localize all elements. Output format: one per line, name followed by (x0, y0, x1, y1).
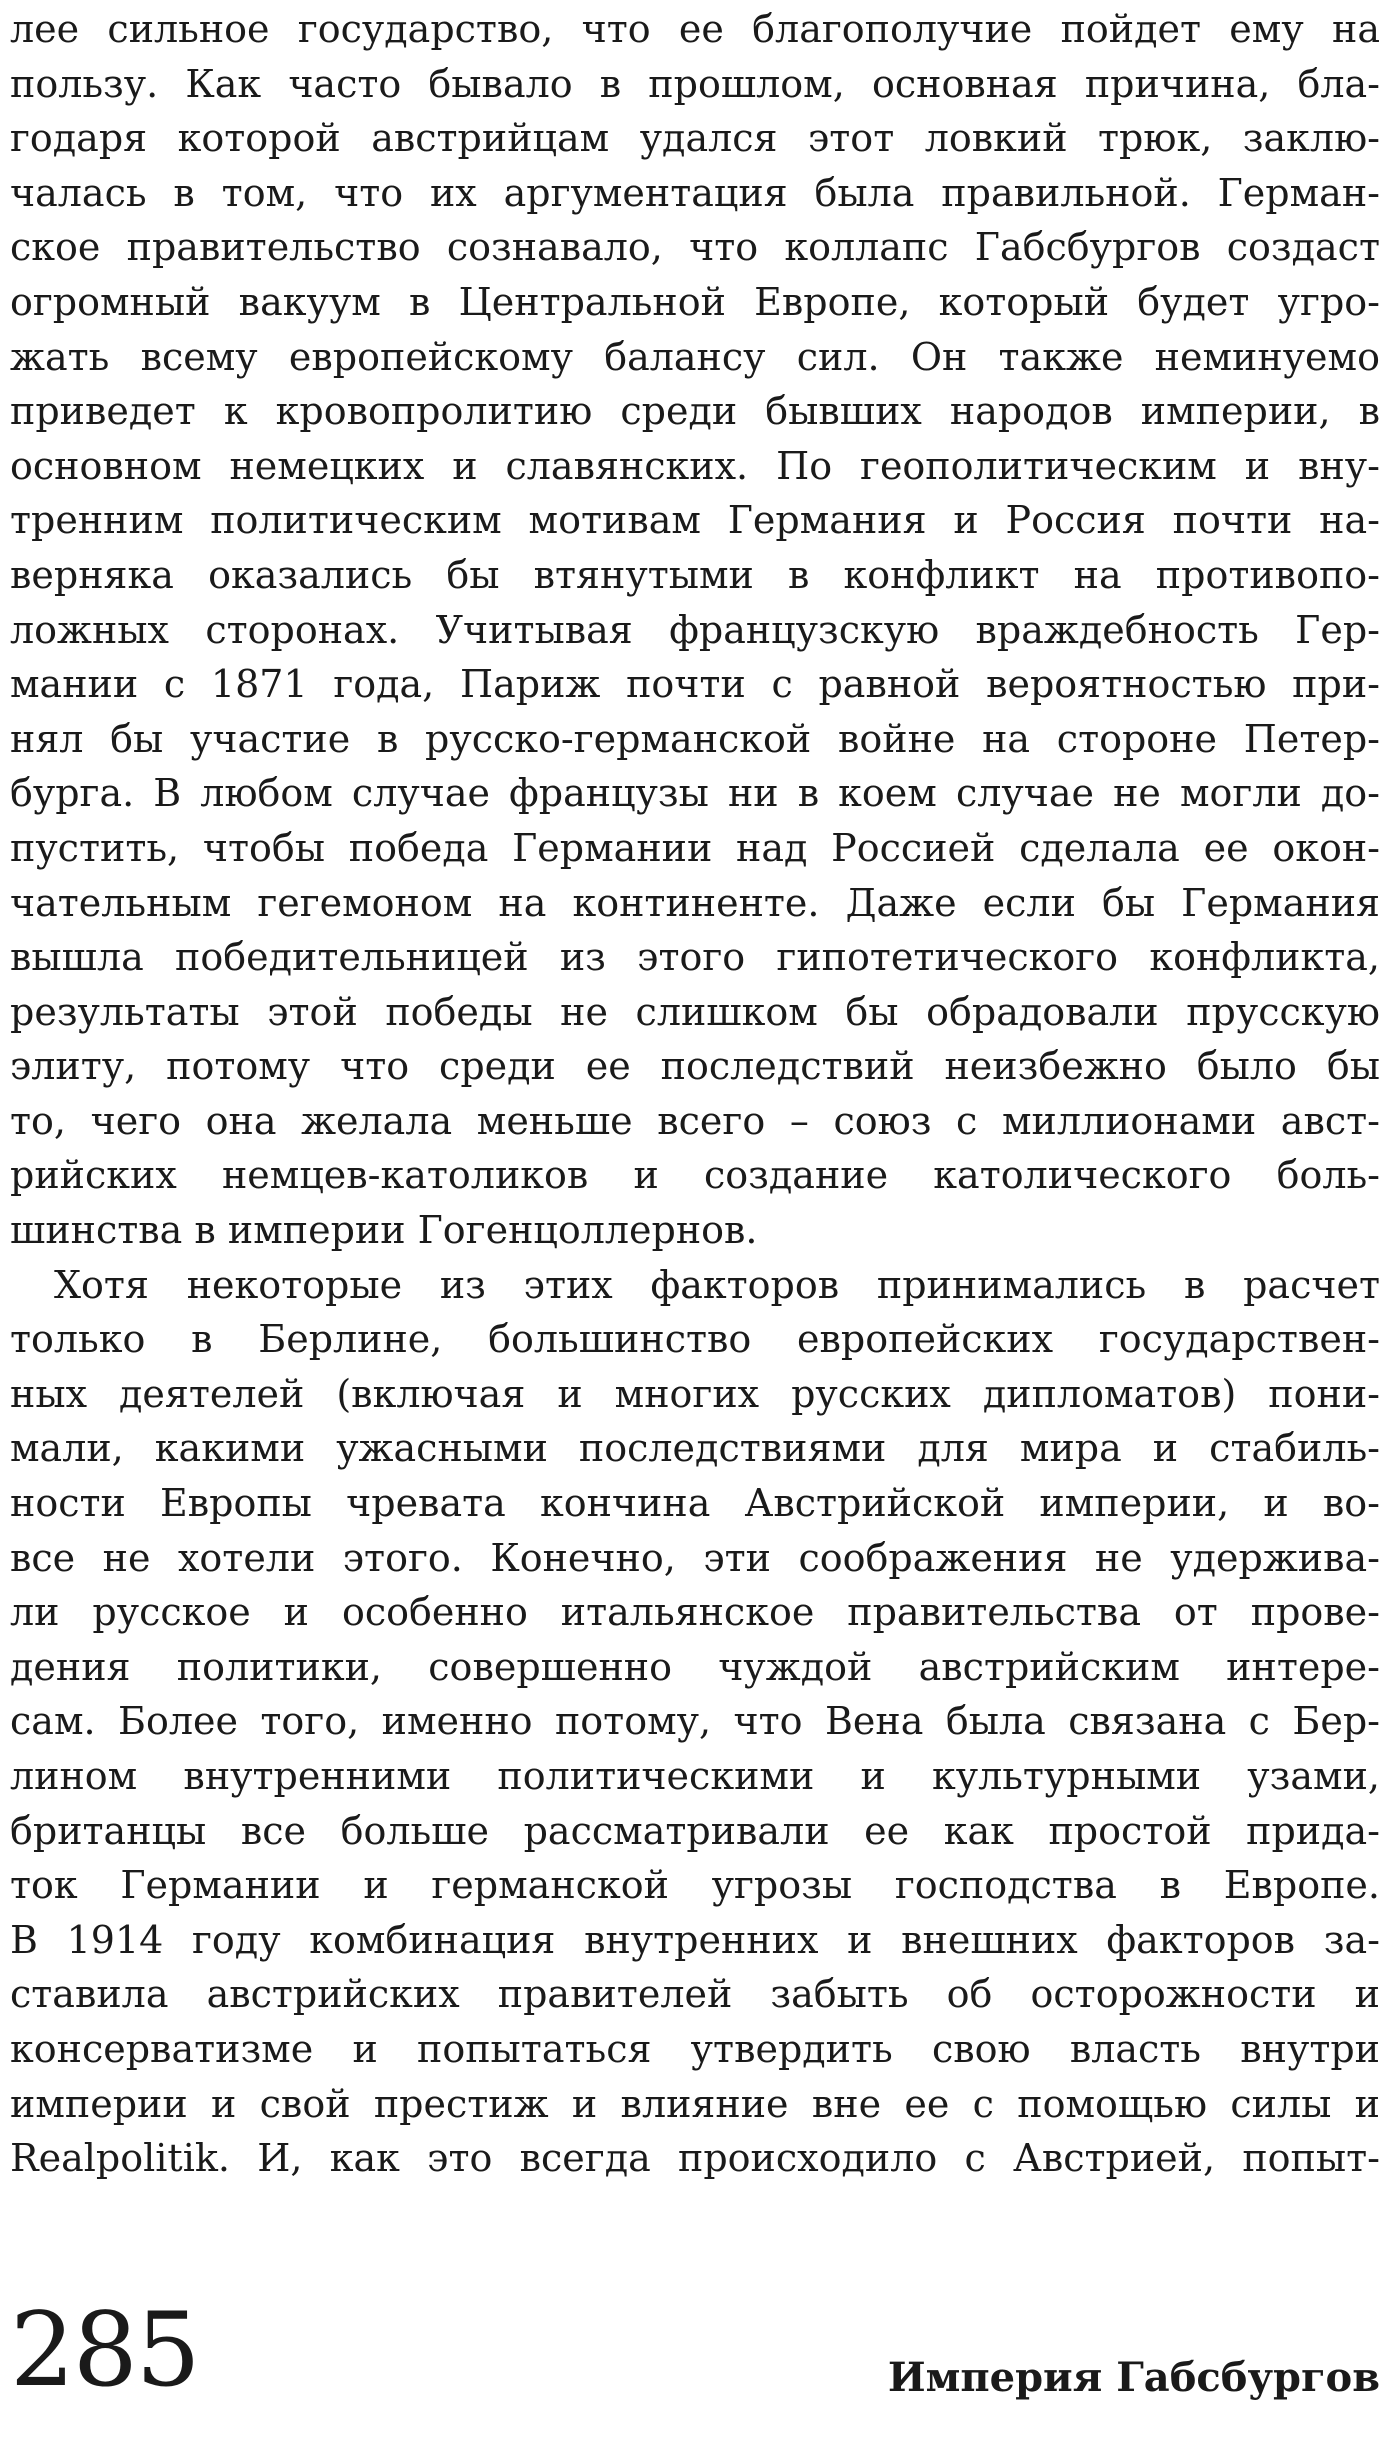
text-line: только в Берлине, большинство европейских государствен- (10, 1317, 1380, 1362)
text-line: ных деятелей (включая и многих русских дипломатов) пони- (10, 1371, 1380, 1416)
text-line: то, чего она желала меньше всего – союз с миллионами авст- (10, 1098, 1380, 1143)
text-line: результаты этой победы не слишком бы обрадовали прусскую (10, 989, 1380, 1034)
text-line: бурга. В любом случае французы ни в коем случае не могли до- (10, 771, 1380, 816)
text-line: ставила австрийских правителей забыть об осторожности и (10, 1972, 1380, 2017)
text-line: тренним политическим мотивам Германия и Россия почти на- (10, 498, 1380, 543)
text-line: нял бы участие в русско-германской войне на стороне Петер- (10, 716, 1380, 761)
paragraph-end-line: шинства в империи Гогенцоллернов. (10, 1208, 758, 1253)
page-number: 285 (10, 2291, 199, 2410)
body-text (10, 2, 1380, 2186)
text-line: пустить, чтобы победа Германии над Россией сделала ее окон- (10, 825, 1380, 870)
text-line: рийских немцев-католиков и создание католического боль- (10, 1153, 1380, 1198)
text-line: ложных сторонах. Учитывая французскую враждебность Гер- (10, 607, 1380, 652)
text-line: дения политики, совершенно чуждой австрийским интере- (10, 1644, 1380, 1689)
page-footer (10, 2282, 1380, 2410)
running-title: Империя Габсбургов (887, 2354, 1380, 2401)
text-line: жать всему европейскому балансу сил. Он также неминуемо (10, 334, 1380, 379)
text-line: основном немецких и славянских. По геополитическим и вну- (10, 443, 1380, 488)
text-line: ли русское и особенно итальянское правительства от прове- (10, 1590, 1380, 1635)
text-line: консерватизме и попытаться утвердить свою власть внутри (10, 2026, 1380, 2071)
text-line: лином внутренними политическими и культурными узами, (10, 1754, 1380, 1798)
text-line: лее сильное государство, что ее благополучие пойдет ему на (10, 7, 1380, 51)
paragraph-start-line: Хотя некоторые из этих факторов принимались в расчет (54, 1262, 1380, 1307)
text-line: В 1914 году комбинация внутренних и внешних факторов за- (10, 1917, 1380, 1962)
text-line: все не хотели этого. Конечно, эти соображения не удержива- (10, 1535, 1380, 1580)
text-line: британцы все больше рассматривали ее как простой прида- (10, 1808, 1380, 1853)
text-line: мали, какими ужасными последствиями для мира и стабиль- (10, 1426, 1380, 1471)
text-line: Realpolitik. И, как это всегда происходило с Австрией, попыт- (10, 2136, 1380, 2181)
text-line: пользу. Как часто бывало в прошлом, основная причина, бла- (10, 61, 1380, 106)
text-line: чательным гегемоном на континенте. Даже если бы Германия (10, 880, 1380, 925)
text-line: элиту, потому что среди ее последствий неизбежно было бы (10, 1044, 1380, 1089)
text-line: приведет к кровопролитию среди бывших народов империи, в (10, 389, 1380, 434)
text-line: империи и свой престиж и влияние вне ее с помощью силы и (10, 2081, 1380, 2126)
text-line: ности Европы чревата кончина Австрийской империи, и во- (10, 1481, 1380, 1526)
text-line: мании с 1871 года, Париж почти с равной вероятностью при- (10, 662, 1380, 707)
text-line: вышла победительницей из этого гипотетического конфликта, (10, 935, 1380, 980)
text-line: ское правительство сознавало, что коллапс Габсбургов создаст (10, 225, 1380, 270)
text-line: огромный вакуум в Центральной Европе, который будет угро- (10, 279, 1380, 324)
text-line: годаря которой австрийцам удался этот ловкий трюк, заклю- (10, 116, 1380, 161)
text-line: ток Германии и германской угрозы господства в Европе. (10, 1863, 1380, 1908)
text-line: чалась в том, что их аргументация была правильной. Герман- (10, 170, 1380, 215)
text-line: верняка оказались бы втянутыми в конфликт на противопо- (10, 552, 1380, 597)
text-line: сам. Более того, именно потому, что Вена была связана с Бер- (10, 1699, 1380, 1744)
